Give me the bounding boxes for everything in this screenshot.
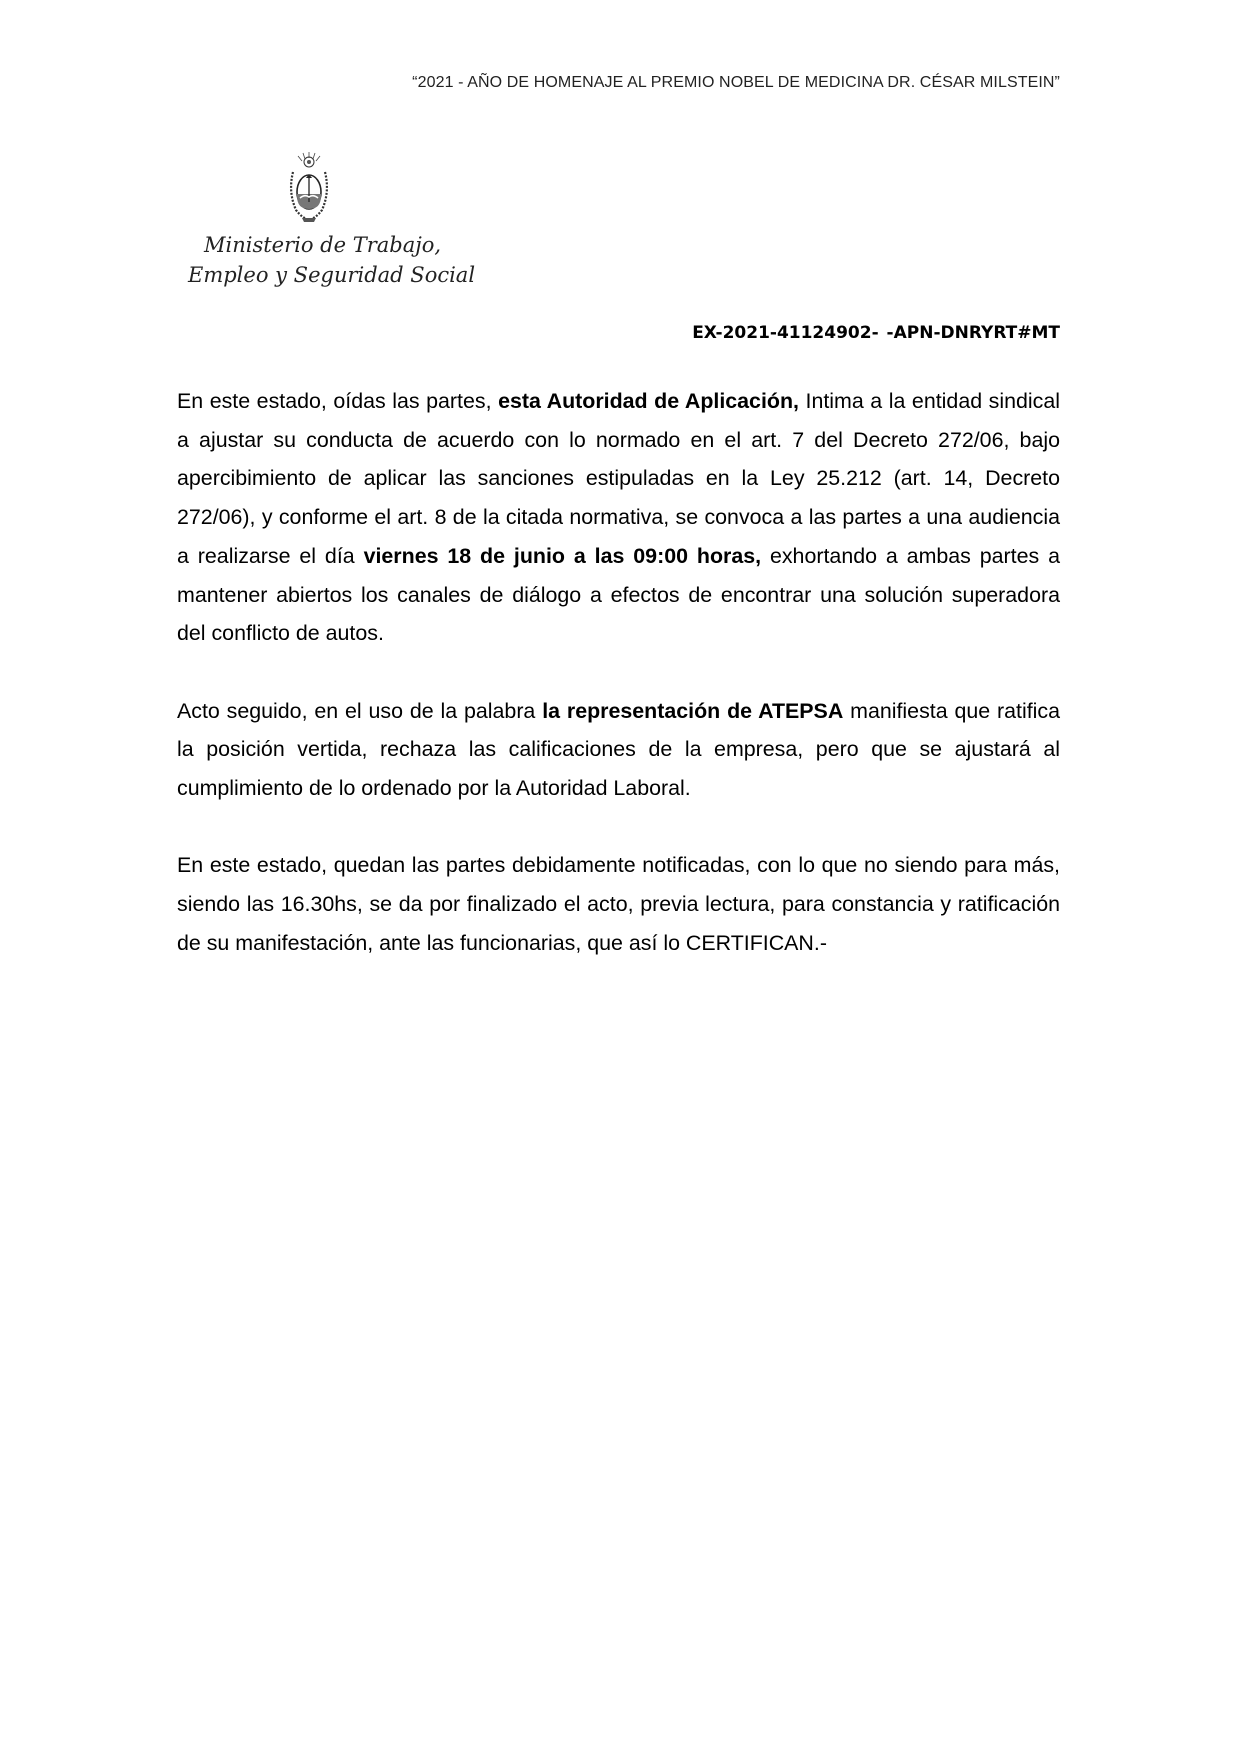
document-reference: EX-2021-41124902- -APN-DNRYRT#MT [692, 323, 1060, 343]
paragraph-2 [177, 692, 1060, 808]
ministry-name [188, 230, 475, 290]
ministry-name-line2: Empleo y Seguridad Social [188, 263, 476, 287]
argentina-coat-of-arms-icon [286, 150, 332, 224]
paragraph-2-text-a: Acto seguido, en el uso de la palabra [177, 698, 543, 723]
ministry-logo [188, 150, 476, 300]
paragraph-1-text-d: exhortando a ambas partes a mantener abiertos los canales de diálogo a efectos de encontrar una solución superadora del conflicto de autos. [177, 543, 1060, 646]
paragraph-3 [177, 846, 1060, 962]
document-body [177, 382, 1060, 1001]
paragraph-1 [177, 382, 1060, 653]
paragraph-1-bold-date: viernes 18 de junio a las 09:00 horas, [363, 543, 762, 568]
paragraph-2-bold-representation: la representación de ATEPSA [542, 698, 844, 723]
paragraph-2-text-c: manifiesta que ratifica la posición vertida, rechaza las calificaciones de la empresa, pero que se ajustará al cumplimiento de lo ordenado por la Autoridad Laboral. [177, 698, 1061, 801]
paragraph-1-text-c: Intima a la entidad sindical a ajustar su conducta de acuerdo con lo normado en el art. 7 del Decreto 272/06, bajo apercibimiento de aplicar las sanciones estipuladas en la Ley 25.212 (art. 14, Decreto 272/06), y conforme el art. 8 de la citada normativa, se convoca a las partes a una audiencia a realizarse el día [177, 389, 1060, 568]
paragraph-3-text-a: En este estado, quedan las partes debidamente notificadas, con lo que no siendo para más, siendo las 16.30hs, se da por finalizado el acto, previa lectura, para constancia y ratificación de su manifestación, ante las funcionarias, que así lo CERTIFICAN.- [177, 853, 1060, 955]
paragraph-1-text-a: En este estado, oídas las partes, [177, 389, 499, 413]
paragraph-1-bold-authority: esta Autoridad de Aplicación, [498, 389, 799, 413]
ministry-name-line1: Ministerio de Trabajo, [204, 233, 442, 257]
header-motto: “2021 - AÑO DE HOMENAJE AL PREMIO NOBEL DE MEDICINA DR. CÉSAR MILSTEIN” [412, 74, 1060, 91]
